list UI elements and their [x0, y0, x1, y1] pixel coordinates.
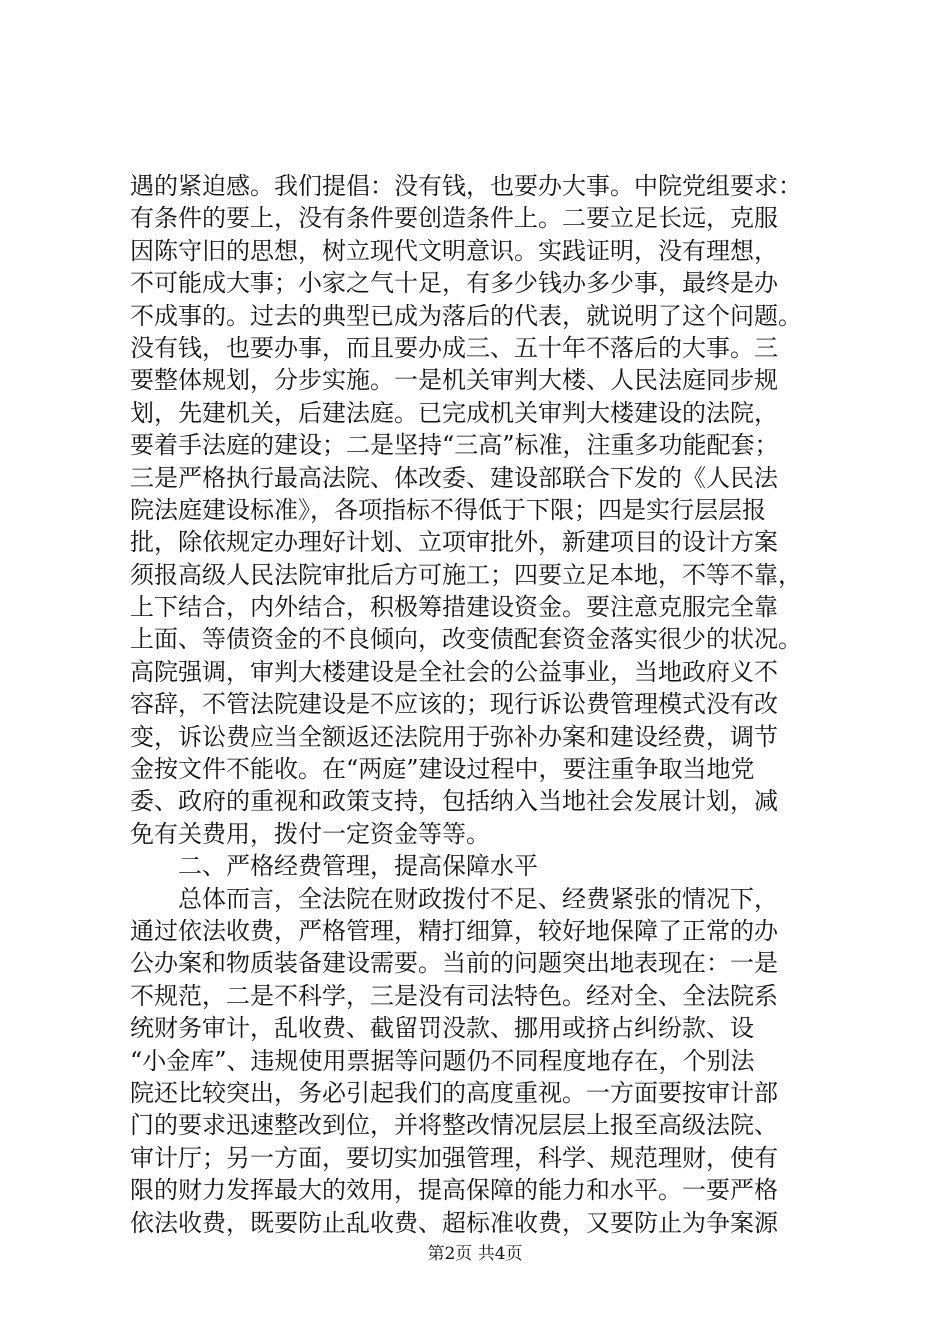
text-line: 免有关费用，拨付一定资金等等。 [130, 819, 490, 848]
text-line: 不成事的。过去的典型已成为落后的代表，就说明了这个问题。 [130, 301, 802, 330]
text-line: 遇的紧迫感。我们提倡：没有钱，也要办大事。中院党组要求： [130, 172, 802, 200]
text-line: 金按文件不能收。在“两庭”建设过程中，要注重争取当地党 [130, 755, 755, 784]
body-text [130, 170, 830, 1239]
text-line: 总体而言，全法院在财政拨付不足、经费紧张的情况下， [130, 884, 778, 913]
text-line: 变，诉讼费应当全额返还法院用于弥补办案和建设经费，调节 [130, 722, 778, 751]
text-line: 高院强调，审判大楼建设是全社会的公益事业，当地政府义不 [130, 657, 778, 686]
text-line: 委、政府的重视和政策支持，包括纳入当地社会发展计划，减 [130, 787, 778, 816]
text-line: 院法庭建设标准》，各项指标不得低于下限；四是实行层层报 [130, 495, 766, 524]
text-line: 院还比较突出，务必引起我们的高度重视。一方面要按审计部 [130, 1078, 778, 1107]
text-line: 有条件的要上，没有条件要创造条件上。二要立足长远，克服 [130, 204, 778, 233]
text-line: 上下结合，内外结合，积极筹措建设资金。要注意克服完全靠 [130, 593, 778, 622]
text-line: 限的财力发挥最大的效用，提高保障的能力和水平。一要严格 [130, 1176, 778, 1205]
text-line: 上面、等债资金的不良倾向，改变债配套资金落实很少的状况。 [130, 625, 802, 654]
text-line: 划，先建机关，后建法庭。已完成机关审判大楼建设的法院， [130, 398, 778, 427]
text-line: 二、严格经费管理，提高保障水平 [130, 852, 538, 881]
text-line: 统财务审计，乱收费、截留罚没款、挪用或挤占纠纷款、设 [130, 1014, 754, 1043]
text-line: 须报高级人民法院审批后方可施工；四要立足本地，不等不靠， [130, 560, 802, 589]
text-line: 门的要求迅速整改到位，并将整改情况层层上报至高级法院、 [130, 1111, 778, 1140]
text-line: 公办案和物质装备建设需要。当前的问题突出地表现在：一是 [130, 949, 778, 978]
text-line: 要着手法庭的建设；二是坚持“三高”标准，注重多功能配套； [130, 431, 779, 460]
text-line: 依法收费，既要防止乱收费、超标准收费，又要防止为争案源 [130, 1208, 778, 1237]
text-line: 没有钱，也要办事，而且要办成三、五十年不落后的大事。三 [130, 333, 778, 362]
text-line: 三是严格执行最高法院、体改委、建设部联合下发的《人民法 [130, 463, 778, 492]
text-line: 不可能成大事；小家之气十足，有多少钱办多少事，最终是办 [130, 269, 778, 298]
text-line: 不规范，二是不科学，三是没有司法特色。经对全、全法院系 [130, 981, 778, 1010]
text-line: 因陈守旧的思想，树立现代文明意识。实践证明，没有理想， [130, 236, 778, 265]
page-footer: 第2页 共4页 [427, 1244, 523, 1264]
text-line: 要整体规划，分步实施。一是机关审判大楼、人民法庭同步规 [130, 366, 778, 395]
text-line: 通过依法收费，严格管理，精打细算，较好地保障了正常的办 [130, 916, 778, 945]
text-line: “小金库”、违规使用票据等问题仍不同程度地存在，个别法 [130, 1046, 755, 1075]
text-line: 审计厅；另一方面，要切实加强管理，科学、规范理财，使有 [130, 1143, 778, 1172]
text-line: 容辞，不管法院建设是不应该的；现行诉讼费管理模式没有改 [130, 690, 778, 719]
text-line: 批，除依规定办理好计划、立项审批外，新建项目的设计方案 [130, 528, 778, 557]
